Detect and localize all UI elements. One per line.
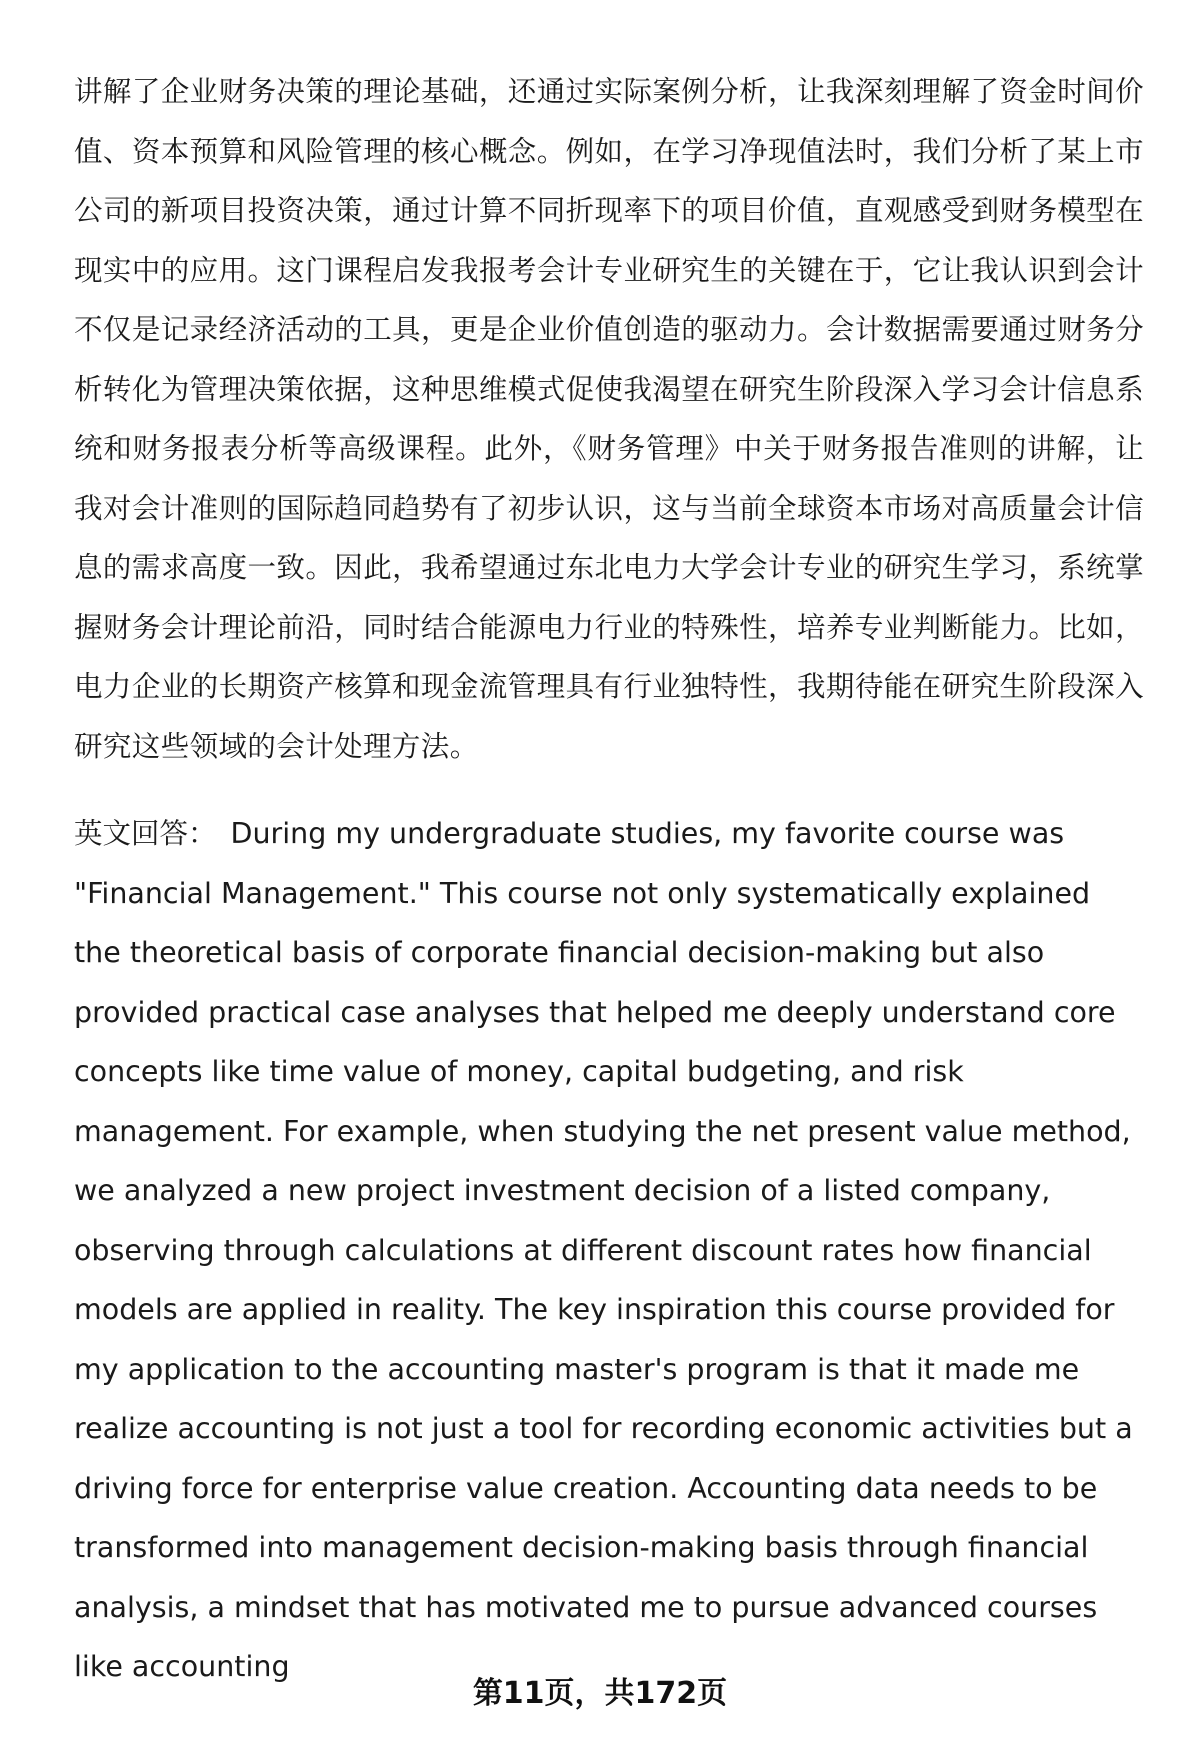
english-answer-paragraph [74,804,1144,1697]
english-answer-label: 英文回答： [74,817,217,850]
document-body [74,62,1144,1697]
page-number: 第11页，共172页 [472,1676,728,1711]
chinese-paragraph: 讲解了企业财务决策的理论基础，还通过实际案例分析，让我深刻理解了资金时间价值、资本预算和风险管理的核心概念。例如，在学习净现值法时，我们分析了某上市公司的新项目投资决策，通过计算不同折现率下的项目价值，直观感受到财务模型在现实中的应用。这门课程启发我报考会计专业研究生的关键在于，它让我认识到会计不仅是记录经济活动的工具，更是企业价值创造的驱动力。会计数据需要通过财务分析转化为管理决策依据，这种思维模式促使我渴望在研究生阶段深入学习会计信息系统和财务报表分析等高级课程。此外，《财务管理》中关于财务报告准则的讲解，让我对会计准则的国际趋同趋势有了初步认识，这与当前全球资本市场对高质量会计信息的需求高度一致。因此，我希望通过东北电力大学会计专业的研究生学习，系统掌握财务会计理论前沿，同时结合能源电力行业的特殊性，培养专业判断能力。比如，电力企业的长期资产核算和现金流管理具有行业独特性，我期待能在研究生阶段深入研究这些领域的会计处理方法。 [74,75,1144,763]
english-answer-text: During my undergraduate studies, my favorite course was "Financial Management." This course not only systematically explained the theoretical basis of corporate financial decision-making but also provided practical case analyses that helped me deeply understand core concepts like time value of money, capital budgeting, and risk management. For example, when studying the net present value method, we analyzed a new project investment decision of a listed company, observing through calculations at different discount rates how financial models are applied in reality. The key inspiration this course provided for my application to the accounting master's program is that it made me realize accounting is not just a tool for recording economic activities but a driving force for enterprise value creation. Accounting data needs to be transformed into management decision-making basis through financial analysis, a mindset that has motivated me to pursue advanced courses like accounting [74,817,1133,1683]
